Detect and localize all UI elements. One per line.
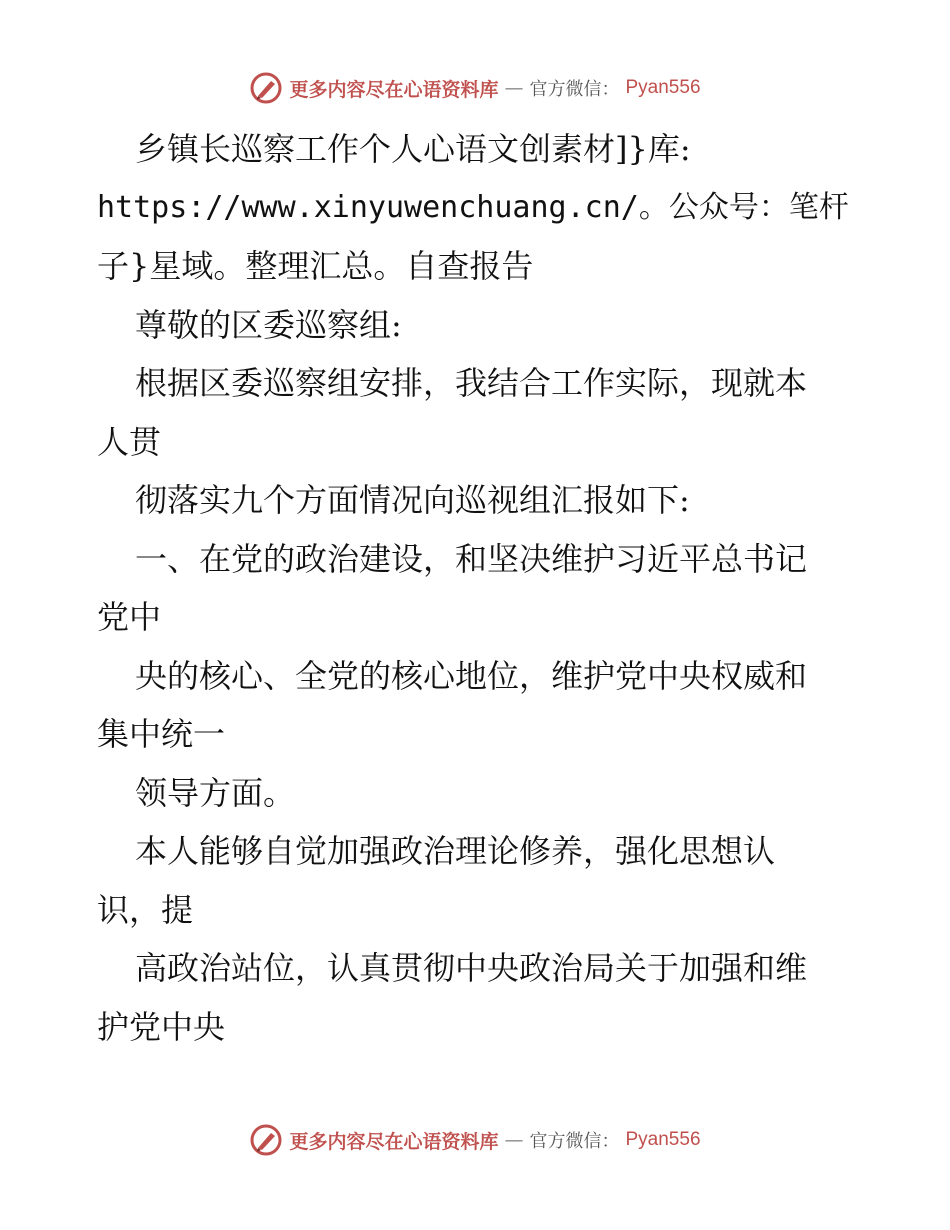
text-line: 护党中央 — [97, 1007, 226, 1046]
text-line: 根据区委巡察组安排，我结合工作实际，现就本 — [135, 364, 808, 402]
text-line: 子}星域。整理汇总。自查报告 — [97, 247, 534, 285]
text-line: 一、在党的政治建设，和坚决维护习近平总书记 — [135, 539, 808, 578]
banner-wechat-label: 官方微信： — [529, 79, 620, 100]
text-line: 尊敬的区委巡察组: — [135, 305, 402, 344]
text-line: 党中 — [97, 598, 162, 636]
text-line: 彻落实九个方面情况向巡视组汇报如下: — [135, 481, 690, 519]
text-line: 本人能够自觉加强政治理论修养，强化思想认 — [135, 832, 776, 870]
pen-logo-icon — [249, 71, 283, 105]
footer-banner — [0, 1120, 950, 1160]
header-banner — [0, 68, 950, 108]
text-line: 识，提 — [97, 890, 194, 929]
text-line: 领导方面。 — [135, 773, 296, 812]
text-line: 高政治站位，认真贯彻中央政治局关于加强和维 — [135, 949, 808, 987]
banner-title: 更多内容尽在心语资料库 — [289, 78, 499, 101]
banner-dash: — — [504, 1129, 524, 1151]
text-line: 集中统一 — [97, 715, 226, 753]
banner-wechat-id: Pyan556 — [625, 77, 701, 98]
footer-banner-inner — [249, 1123, 700, 1157]
text-line: 乡镇长巡察工作个人心语文创素材]}库: — [135, 130, 691, 168]
text-line: 央的核心、全党的核心地位，维护党中央权威和 — [135, 656, 808, 695]
text-line: 人贯 — [97, 422, 162, 461]
banner-wechat-id: Pyan556 — [625, 1129, 701, 1150]
header-banner-inner — [249, 71, 700, 105]
banner-dash: — — [504, 77, 524, 99]
text-line: https://www.xinyuwenchuang.cn/。公众号：笔杆 — [97, 189, 849, 225]
document-body — [97, 120, 867, 1056]
banner-title: 更多内容尽在心语资料库 — [289, 1130, 499, 1153]
pen-logo-icon — [249, 1123, 283, 1157]
banner-wechat-label: 官方微信： — [529, 1131, 620, 1152]
